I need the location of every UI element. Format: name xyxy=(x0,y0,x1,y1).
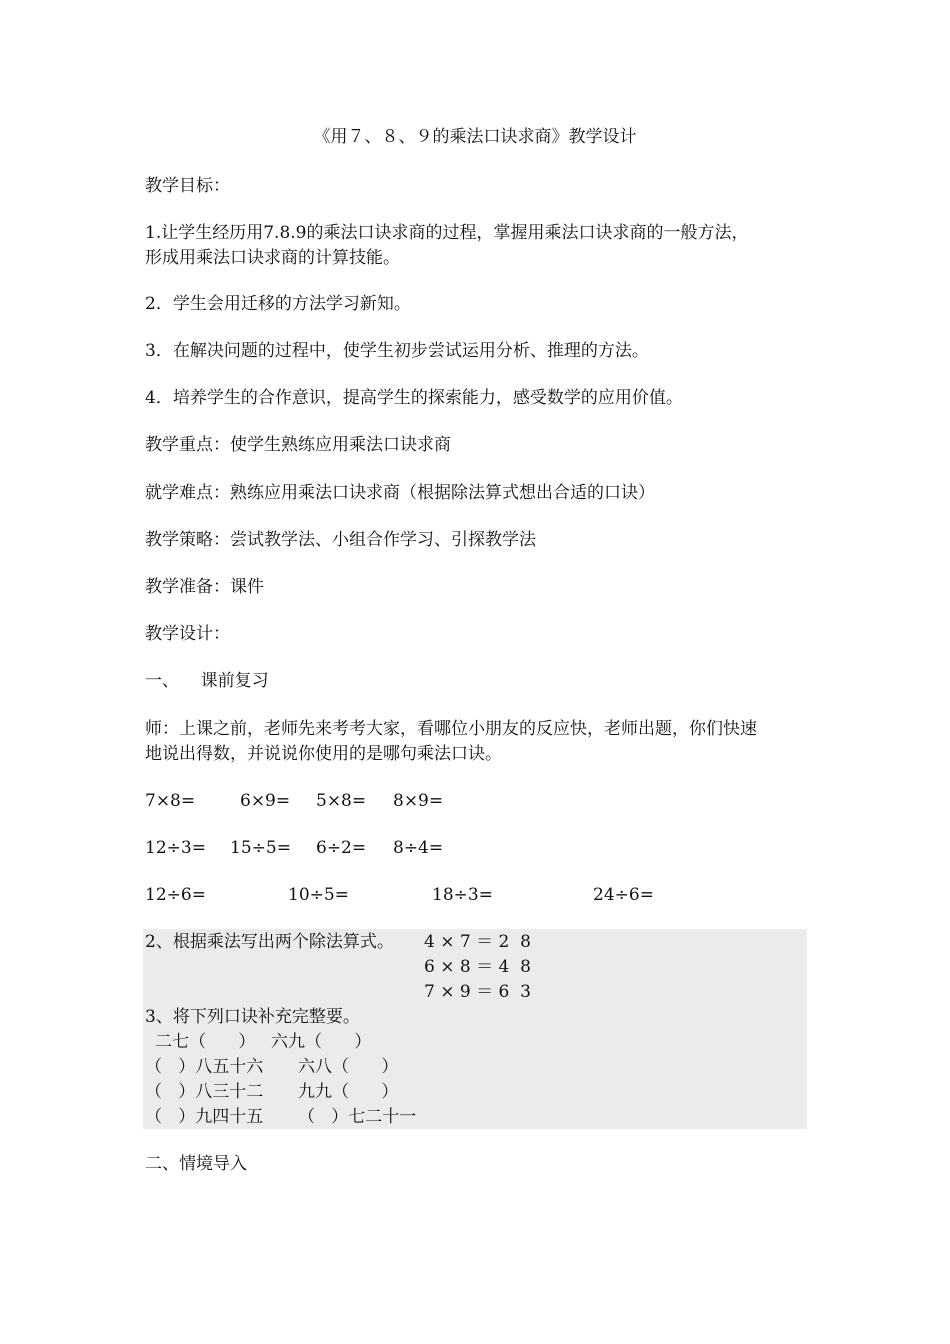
exercise: 6×9= xyxy=(240,791,291,811)
exercise: 12÷3= xyxy=(145,838,206,858)
goal-1-line-1: 1.让学生经历用7.8.9的乘法口诀求商的过程，掌握用乘法口诀求商的一般方法， xyxy=(145,223,749,243)
difficulty: 就学难点：熟练应用乘法口诀求商（根据除法算式想出合适的口诀） xyxy=(145,483,655,503)
exercise: 18÷3= xyxy=(432,885,493,905)
document-title: 《用７、８、９的乘法口诀求商》教学设计 xyxy=(313,127,637,147)
key-point: 教学重点：使学生熟练应用乘法口诀求商 xyxy=(145,435,451,455)
fill-blank-item: （ ）七二十一 xyxy=(298,1107,417,1127)
section-2-heading: 二、情境导入 xyxy=(145,1154,247,1174)
goal-4: 4．培养学生的合作意识，提高学生的探索能力，感受数学的应用价值。 xyxy=(145,388,683,408)
strategy: 教学策略：尝试教学法、小组合作学习、引探教学法 xyxy=(145,530,536,550)
fill-blank-item: 二七（ ） xyxy=(155,1032,256,1052)
teacher-line-1: 师：上课之前，老师先来考考大家，看哪位小朋友的反应快，老师出题，你们快速 xyxy=(145,719,757,739)
teacher-line-2: 地说出得数，并说说你使用的是哪句乘法口诀。 xyxy=(145,744,502,764)
exercise: 5×8= xyxy=(316,791,367,811)
task-2-label: 2、根据乘法写出两个除法算式。 xyxy=(145,932,394,952)
task-2-equation: 4 × 7 ＝ 2 8 xyxy=(424,932,531,952)
goals-heading: 教学目标： xyxy=(145,176,230,196)
goal-2: 2．学生会用迁移的方法学习新知。 xyxy=(145,294,411,314)
goal-3: 3．在解决问题的过程中，使学生初步尝试运用分析、推理的方法。 xyxy=(145,341,649,361)
fill-blank-item: 九九（ ） xyxy=(298,1082,399,1102)
preparation: 教学准备：课件 xyxy=(145,577,264,597)
fill-blank-item: （ ）九四十五 xyxy=(145,1107,264,1127)
exercise: 10÷5= xyxy=(288,885,349,905)
goal-1-line-2: 形成用乘法口诀求商的计算技能。 xyxy=(145,248,400,268)
task-3-label: 3、将下列口诀补充完整要。 xyxy=(145,1007,360,1027)
fill-blank-item: （ ）八五十六 xyxy=(145,1057,264,1077)
section-1-heading: 一、 课前复习 xyxy=(145,671,269,691)
task-2-equation: 7 × 9 ＝ 6 3 xyxy=(424,982,531,1002)
exercise: 12÷6= xyxy=(145,885,206,905)
exercise: 8÷4= xyxy=(393,838,444,858)
exercise: 15÷5= xyxy=(230,838,291,858)
exercise: 24÷6= xyxy=(593,885,654,905)
fill-blank-item: 六八（ ） xyxy=(298,1057,399,1077)
fill-blank-item: 六九（ ） xyxy=(271,1032,372,1052)
fill-blank-item: （ ）八三十二 xyxy=(145,1082,264,1102)
design-heading: 教学设计： xyxy=(145,624,230,644)
task-2-equation: 6 × 8 ＝ 4 8 xyxy=(424,957,531,977)
exercise: 6÷2= xyxy=(316,838,367,858)
exercise: 8×9= xyxy=(393,791,444,811)
exercise: 7×8= xyxy=(145,791,196,811)
